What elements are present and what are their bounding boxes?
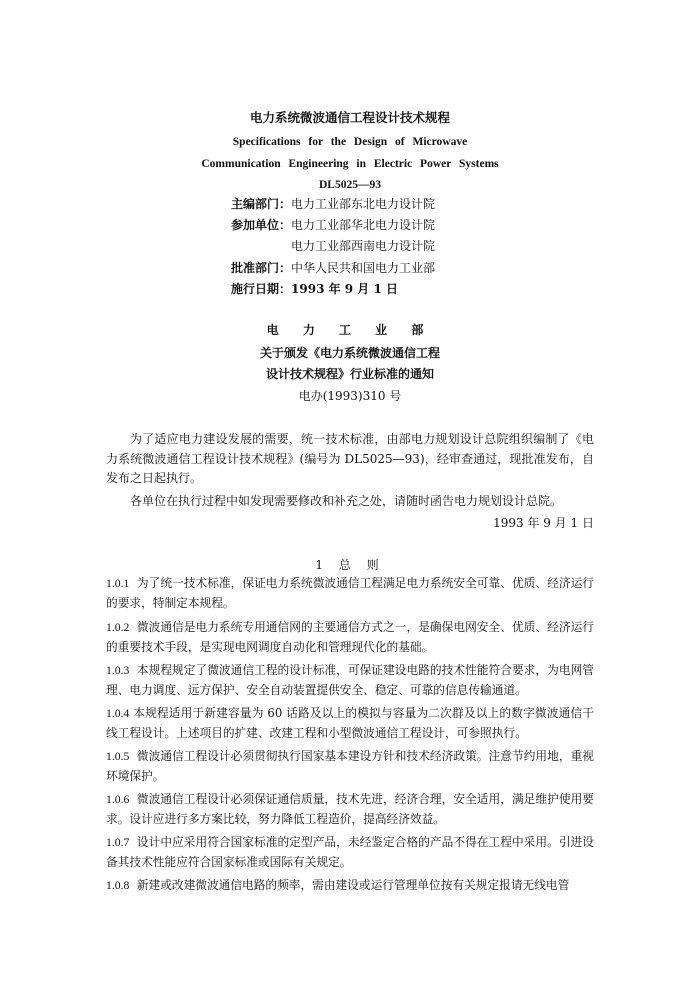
clause-number: 1.0.7 [106, 836, 130, 849]
meta-label: 主编部门： [231, 197, 292, 211]
clause-number: 1.0.8 [106, 879, 130, 892]
meta-chief-editor [231, 196, 435, 212]
clause-text: 微波通信工程设计必须贯彻执行国家基本建设方针和技术经济政策。注意节约用地，重视环境保护。 [106, 749, 594, 783]
clause-number: 1.0.6 [106, 793, 130, 806]
notice-title-line-2: 设计技术规程》行业标准的通知 [265, 367, 434, 381]
meta-value: 电力工业部华北电力设计院 [291, 218, 436, 232]
clause-text: 本规程适用于新建容量为 60 话路及以上的模拟与容量为二次群及以上的数字微波通信干线工程设计。上述项目的扩建、改建工程和小型微波通信工程设计，可参照执行。 [106, 706, 594, 740]
meta-label: 批准部门： [231, 261, 292, 275]
meta-value: 电力工业部西南电力设计院 [291, 239, 436, 253]
clause-number: 1.0.2 [106, 621, 130, 634]
notice-date: 1993 年 9 月 1 日 [493, 516, 594, 530]
title-english-line-2: Communication Engineering in Electric Power Systems [201, 158, 499, 170]
clause-1-0-5 [106, 747, 594, 786]
meta-label: 施行日期： [231, 282, 292, 296]
clause-1-0-4 [106, 704, 594, 743]
meta-label: 参加单位： [231, 218, 292, 232]
clause-1-0-3 [106, 661, 594, 700]
title-english-line-1: Specifications for the Design of Microwave [232, 136, 468, 148]
clause-text: 微波通信工程设计必须保证通信质量，技术先进，经济合理，安全适用，满足维护使用要求。设计应进行多方案比较，努力降低工程造价，提高经济效益。 [106, 792, 594, 826]
notice-paragraph-2: 各单位在执行过程中如发现需要修改和补充之处，请随时函告电力规划设计总院。 [130, 494, 563, 508]
title-chinese: 电力系统微波通信工程设计技术规程 [249, 110, 450, 125]
meta-effective-date [231, 281, 398, 297]
meta-value: 1993 年 9 月 1 日 [291, 282, 399, 296]
clause-1-0-2 [106, 618, 594, 657]
meta-participant [231, 217, 435, 233]
notice-paragraph-1: 为了适应电力建设发展的需要，统一技术标准，由部电力规划设计总院组织编制了《电力系统微波通信工程设计技术规程》(编号为 DL5025—93)，经审查通过，现批准发布，自发布之日起执行。 [106, 432, 594, 485]
clause-text: 为了统一技术标准，保证电力系统微波通信工程满足电力系统安全可靠、优质、经济运行的要求，特制定本规程。 [106, 576, 594, 610]
meta-value: 电力工业部东北电力设计院 [291, 197, 436, 211]
clause-text: 本规程规定了微波通信工程的设计标准，可保证建设电路的技术性能符合要求，为电网管理、电力调度、远方保护、安全自动装置提供安全、稳定、可靠的信息传输通道。 [106, 663, 594, 697]
clause-number: 1.0.5 [106, 750, 130, 763]
meta-value: 中华人民共和国电力工业部 [291, 261, 436, 275]
meta-participant-2 [291, 238, 435, 254]
meta-approver [231, 260, 435, 276]
clause-number: 1.0.4 [106, 707, 130, 720]
clause-text: 新建或改建微波通信电路的频率，需由建设或运行管理单位按有关规定报请无线电管 [136, 878, 570, 892]
standard-code: DL5025—93 [319, 179, 381, 191]
clause-1-0-1 [106, 574, 594, 613]
clause-number: 1.0.1 [106, 577, 130, 590]
clause-1-0-8 [106, 876, 594, 896]
clause-1-0-7 [106, 833, 594, 872]
notice-issuer: 电 力 工 业 部 [266, 323, 434, 337]
section-title: 1 总 则 [315, 558, 385, 572]
clause-number: 1.0.3 [106, 664, 130, 677]
notice-document-number: 电办(1993)310 号 [298, 389, 402, 403]
clause-text: 设计中应采用符合国家标准的定型产品，未经鉴定合格的产品不得在工程中采用。引进设备其技术性能应符合国家标准或国际有关规定。 [106, 835, 594, 869]
clause-1-0-6 [106, 790, 594, 829]
clause-text: 微波通信是电力系统专用通信网的主要通信方式之一，是确保电网安全、优质、经济运行的重要技术手段，是实现电网调度自动化和管理现代化的基础。 [106, 620, 594, 654]
notice-title-line-1: 关于颁发《电力系统微波通信工程 [259, 346, 440, 360]
